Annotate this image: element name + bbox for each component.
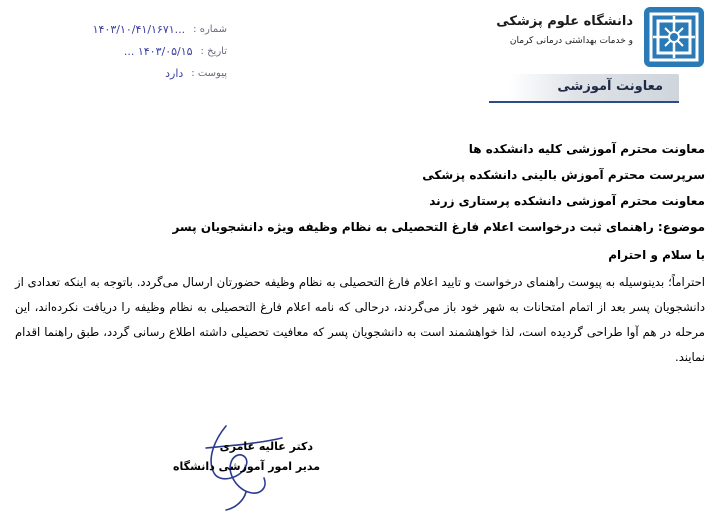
letter-greeting: با سلام و احترام xyxy=(608,248,705,262)
recipient-line: معاونت محترم آموزشی کلیه دانشکده ها xyxy=(468,142,705,156)
number-value: ...۱۴۰۳/۱۰/۴۱/۱۶۷۱ xyxy=(92,22,186,36)
date-label: تاریخ : xyxy=(200,45,227,57)
recipient-line: سرپرست محترم آموزش بالینی دانشکده پزشکی xyxy=(422,168,705,182)
attachment-value: دارد xyxy=(165,66,184,80)
date-value: ۱۴۰۳/۰۵/۱۵ ... xyxy=(123,44,193,58)
meta-date-row xyxy=(52,40,227,62)
letter-meta xyxy=(52,18,227,84)
signatory-title: مدیر امور آموزشی دانشگاه xyxy=(173,460,320,473)
attachment-label: پیوست : xyxy=(191,67,227,79)
meta-attachment-row xyxy=(52,62,227,84)
department-underline xyxy=(489,101,679,103)
letter-paragraph: احتراماً؛ بدینوسیله به پیوست راهنمای درخواست و تایید اعلام فارغ التحصیلی به نظام وظیفه حضورتان ارسال می‌گردد. باتوجه به اینکه تعدادی از دانشجویان پسر بعد از اتمام امتحانات به شهر خود باز می‌گردند، درحالی که نامه اعلام فارغ التحصیلی به نظام وظیفه را دریافت نکرده‌اند، این مرحله در هم آوا طراحی گردیده است، لذا خواهشمند است به دانشجویان پسر که معافیت تحصیلی داشته اطلاع رسانی گردد، طبق راهنما اقدام نمایند. xyxy=(15,275,705,364)
university-subtitle: و خدمات بهداشتی درمانی کرمان xyxy=(509,36,633,46)
university-logo-icon xyxy=(643,6,705,68)
university-name: دانشگاه علوم پزشکی xyxy=(496,14,633,29)
signatory-name: دکتر عالیه عامری xyxy=(219,440,313,453)
number-label: شماره : xyxy=(193,23,227,35)
letter-subject: موضوع: راهنمای ثبت درخواست اعلام فارغ التحصیلی به نظام وظیفه ویژه دانشجویان پسر xyxy=(172,220,705,234)
letter-body xyxy=(15,136,705,370)
recipient-line: معاونت محترم آموزشی دانشکده پرستاری زرند xyxy=(429,194,705,208)
department-title: معاونت آموزشی xyxy=(557,79,663,94)
meta-number-row xyxy=(52,18,227,40)
